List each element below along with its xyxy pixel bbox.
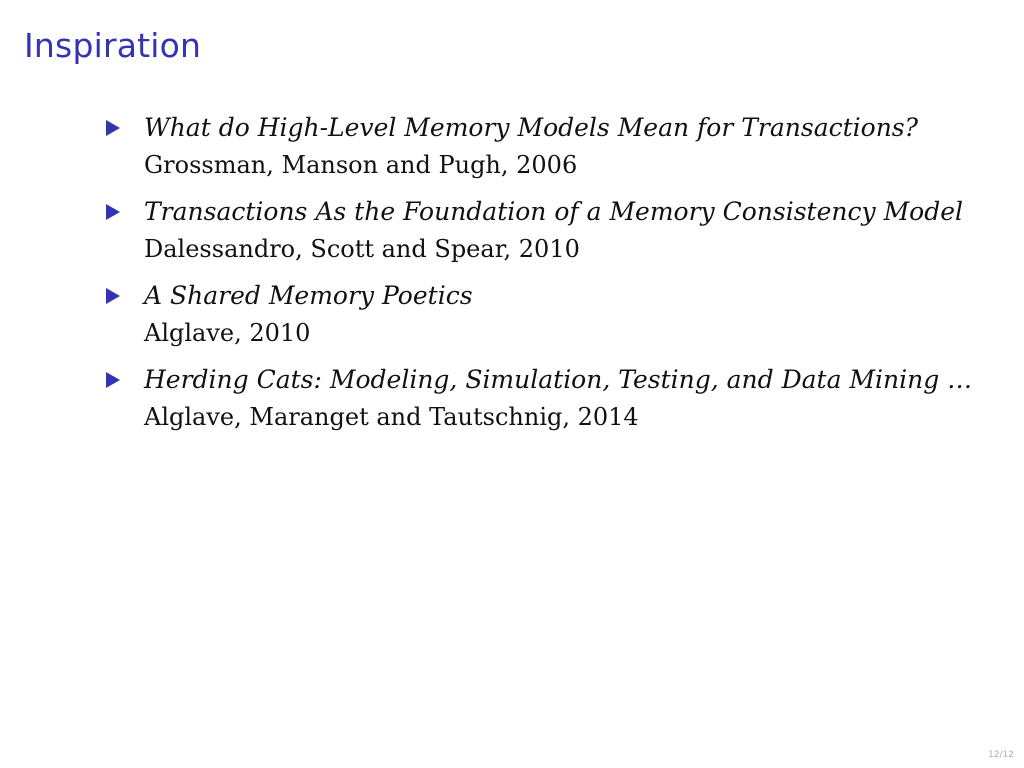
reference-title: Herding Cats: Modeling, Simulation, Testing, and Data Mining … — [144, 365, 973, 394]
list-item — [106, 278, 986, 352]
triangle-bullet-icon — [106, 120, 120, 136]
reference-title: Transactions As the Foundation of a Memory Consistency Model — [144, 197, 964, 226]
triangle-bullet-icon — [106, 288, 120, 304]
slide-title: Inspiration — [24, 26, 202, 65]
reference-title: A Shared Memory Poetics — [144, 281, 473, 310]
triangle-bullet-icon — [106, 372, 120, 388]
reference-authors: Alglave, Maranget and Tautschnig, 2014 — [144, 403, 639, 431]
reference-list — [106, 110, 986, 446]
reference-authors: Dalessandro, Scott and Spear, 2010 — [144, 235, 580, 263]
reference-authors: Alglave, 2010 — [144, 319, 311, 347]
list-item — [106, 110, 986, 184]
list-item — [106, 194, 986, 268]
page-number: 12/12 — [988, 750, 1014, 760]
list-item — [106, 362, 986, 436]
reference-title: What do High-Level Memory Models Mean for Transactions? — [144, 113, 919, 142]
triangle-bullet-icon — [106, 204, 120, 220]
reference-authors: Grossman, Manson and Pugh, 2006 — [144, 151, 578, 179]
